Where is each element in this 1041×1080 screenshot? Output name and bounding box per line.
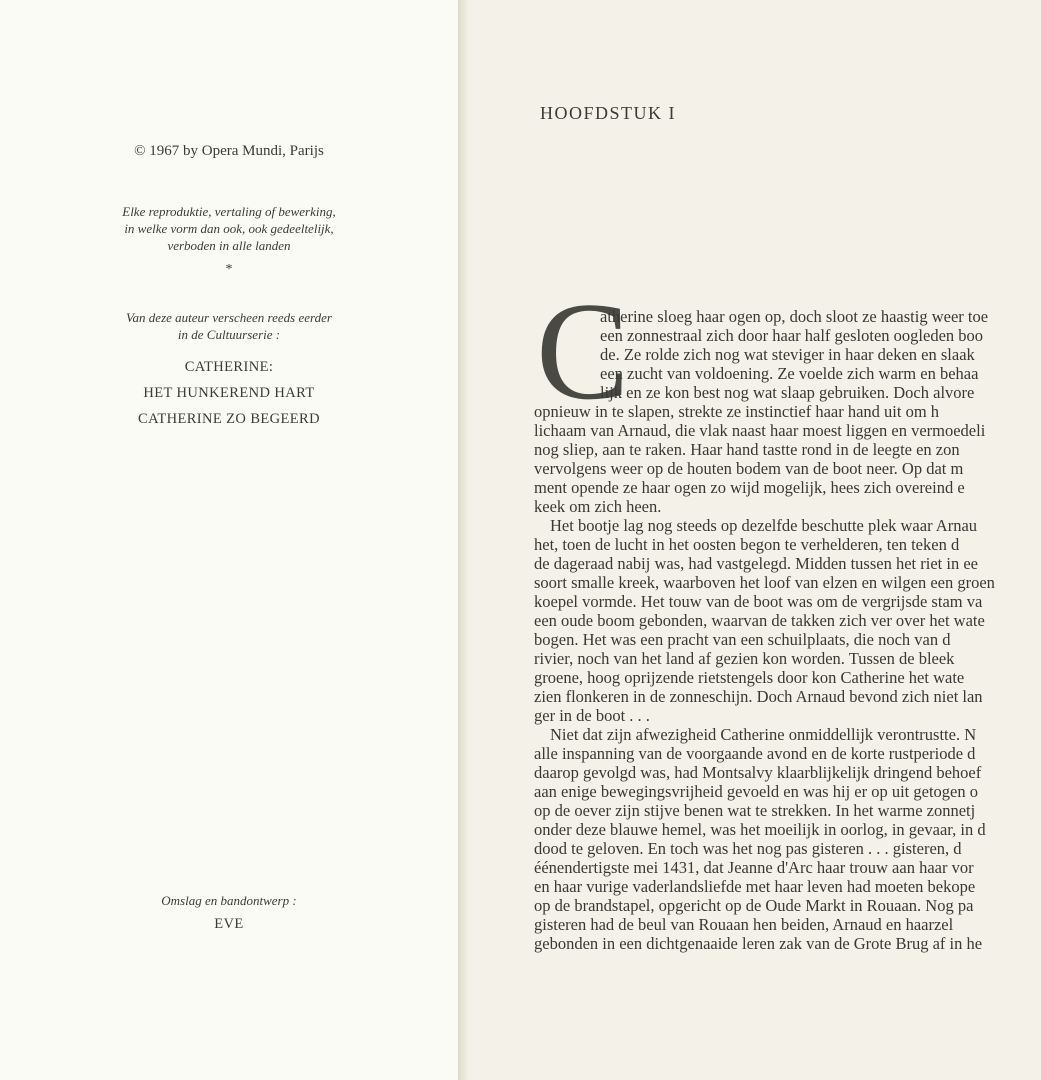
text-line: bogen. Het was een pracht van een schuilplaats, die noch van d bbox=[534, 630, 951, 649]
text-line: ment opende ze haar ogen zo wijd mogelijk, hees zich overeind e bbox=[534, 478, 965, 497]
text-line: gisteren had de beul van Rouaan hen beiden, Arnaud en haarzel bbox=[534, 915, 954, 934]
copyright-line: © 1967 by Opera Mundi, Parijs bbox=[134, 143, 324, 159]
text-line: een zucht van voldoening. Ze voelde zich warm en behaa bbox=[600, 364, 979, 383]
text-line: aan enige bewegingsvrijheid gevoeld en was hij er op uit getogen o bbox=[534, 782, 978, 801]
rights-line: Elke reproduktie, vertaling of bewerking, bbox=[122, 204, 336, 219]
text-line: de. Ze rolde zich nog wat steviger in haar deken en slaak bbox=[600, 345, 975, 364]
cover-designer: EVE bbox=[214, 916, 244, 932]
text-line: op de brandstapel, opgericht op de Oude Markt in Rouaan. Nog pa bbox=[534, 896, 974, 915]
text-line: rivier, noch van het land af gezien kon worden. Tussen de bleek bbox=[534, 649, 955, 668]
rights-line: verboden in alle landen bbox=[167, 238, 291, 253]
text-line: lichaam van Arnaud, die vlak naast haar moest liggen en vermoedeli bbox=[534, 421, 986, 440]
text-line: Het bootje lag nog steeds op dezelfde beschutte plek waar Arnau bbox=[550, 516, 978, 535]
text-line: éénendertigste mei 1431, dat Jeanne d'Arc haar trouw aan haar vor bbox=[534, 858, 974, 877]
text-line: opnieuw in te slapen, strekte ze instinctief haar hand uit om h bbox=[534, 402, 940, 421]
text-line: dood te geloven. En toch was het nog pas gisteren . . . gisteren, d bbox=[534, 839, 962, 858]
previous-title: CATHERINE ZO BEGEERD bbox=[138, 411, 320, 427]
cover-design-label: Omslag en bandontwerp : bbox=[161, 893, 297, 908]
text-line: alle inspanning van de voorgaande avond en de korte rustperiode d bbox=[534, 744, 976, 763]
text-line: het, toen de lucht in het oosten begon te verhelderen, ten teken d bbox=[534, 535, 960, 554]
text-line: Niet dat zijn afwezigheid Catherine onmiddellijk verontrustte. N bbox=[550, 725, 977, 744]
text-line: koepel vormde. Het touw van de boot was om de vergrijsde stam va bbox=[534, 592, 983, 611]
text-line: gebonden in een dichtgenaaide leren zak van de Grote Brug af in he bbox=[534, 934, 983, 953]
previous-title: CATHERINE: bbox=[184, 359, 274, 375]
text-line: onder deze blauwe hemel, was het moeilijk in oorlog, in gevaar, in d bbox=[534, 820, 986, 839]
text-line: de dageraad nabij was, had vastgelegd. Midden tussen het riet in ee bbox=[534, 554, 978, 573]
text-line: vervolgens weer op de houten bodem van de boot neer. Op dat m bbox=[534, 459, 964, 478]
book-gutter bbox=[458, 0, 468, 1080]
text-line: een zonnestraal zich door haar half gesloten oogleden boo bbox=[600, 326, 984, 345]
text-line: een oude boom gebonden, waarvan de takken zich ver over het wate bbox=[534, 611, 985, 630]
chapter-title: HOOFDSTUK I bbox=[540, 103, 677, 123]
separator-star: * bbox=[225, 262, 233, 277]
text-line: lijk en ze kon best nog wat slaap gebruiken. Doch alvore bbox=[600, 383, 975, 402]
text-line: ger in de boot . . . bbox=[534, 706, 650, 725]
text-line: daarop gevolgd was, had Montsalvy klaarblijkelijk dringend behoef bbox=[534, 763, 982, 782]
text-line: nog sliep, aan te raken. Haar hand tastte rond in de leegte en zon bbox=[534, 440, 960, 459]
previous-works-heading: in de Cultuurserie : bbox=[177, 327, 281, 342]
drop-cap: C bbox=[536, 274, 630, 429]
previous-title: HET HUNKEREND HART bbox=[143, 385, 315, 401]
rights-line: in welke vorm dan ook, ook gedeeltelijk, bbox=[124, 221, 334, 236]
text-line: groene, hoog oprijzende rietstengels door kon Catherine het wate bbox=[534, 668, 965, 687]
text-line: en haar vurige vaderlandsliefde met haar leven had moeten bekope bbox=[534, 877, 976, 896]
text-line: op de oever zijn stijve benen wat te strekken. In het warme zonnetj bbox=[534, 801, 976, 820]
text-line: keek om zich heen. bbox=[534, 497, 662, 516]
text-line: soort smalle kreek, waarboven het loof van elzen en wilgen een groen bbox=[534, 573, 995, 592]
left-page bbox=[0, 0, 458, 1080]
text-line: zien flonkeren in de zonneschijn. Doch Arnaud bevond zich niet lan bbox=[534, 687, 983, 706]
previous-works-heading: Van deze auteur verscheen reeds eerder bbox=[126, 310, 332, 325]
text-line: atherine sloeg haar ogen op, doch sloot ze haastig weer toe bbox=[600, 307, 989, 326]
right-page bbox=[468, 0, 1041, 1080]
